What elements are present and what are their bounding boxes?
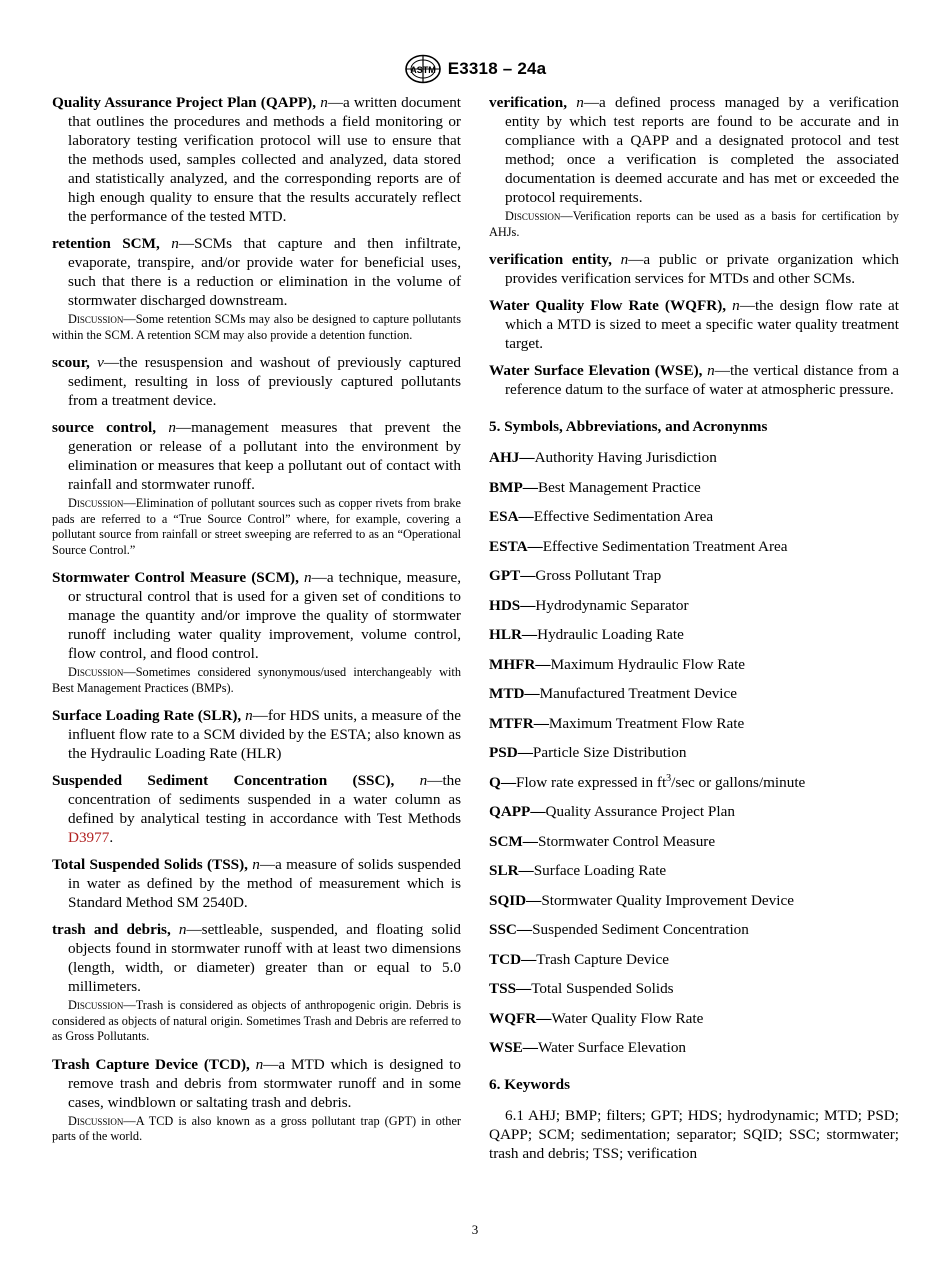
part-of-speech: n [171,235,179,252]
definition-tcd [52,1055,461,1112]
definition-text: —settleable, suspended, and floating solid objects found in stormwater runoff with at least two dimensions (length, width, or diameter) greater than or equal to 5.0 millimeters. [68,921,462,995]
discussion-trash-and-debris [52,998,461,1045]
discussion-text: —Some retention SCMs may also be designed to capture pollutants within the SCM. A retention SCM may also provide a detention function. [52,312,461,342]
discussion-text: —Elimination of pollutant sources such as copper rivets from brake pads are referred to a “True Source Control” where, for example, covering a pollutant source from rainfall or street sweeping are referred to as an “Operational Source Control.” [52,496,461,557]
discussion-text: —Verification reports can be used as a basis for certification by AHJs. [489,209,899,239]
term: Trash Capture Device (TCD), [52,1055,250,1073]
page-number: 3 [471,1222,479,1237]
abbreviation-item: HDS—Hydrodynamic Separator [489,596,689,614]
definition-text: —a public or private organization which provides verification services for MTDs and other SCMs. [505,251,899,287]
part-of-speech: n [419,772,428,789]
abbreviation-item: BMP—Best Management Practice [489,478,701,496]
discussion-verification [489,209,899,240]
part-of-speech: n [732,297,740,314]
term: retention SCM, [52,235,160,252]
part-of-speech: n [245,707,253,724]
definition-text: —a MTD which is designed to remove trash and debris from stormwater runoff and in some cases, windblown or saltating trash and debris. [68,1055,461,1111]
definition-text: —for HDS units, a measure of the influent flow rate to a SCM divided by the ESTA; also known as the Hydraulic Loading Rate (HLR) [68,707,462,762]
keywords-paragraph: 6.1 AHJ; BMP; filters; GPT; HDS; hydrodynamic; MTD; PSD; QAPP; SCM; sedimentation; separator; SQID; SSC; stormwater; trash and debris; TSS; verification [489,1107,899,1162]
discussion-scm [52,665,461,696]
part-of-speech: n [255,1055,264,1073]
abbreviation-item: HLR—Hydraulic Loading Rate [489,626,684,643]
term: Water Quality Flow Rate (WQFR), [489,297,727,314]
discussion-text: —A TCD is also known as a gross pollutant trap (GPT) in other parts of the world. [52,1113,461,1143]
definition-tss [52,855,461,912]
abbreviation-item: ESTA—Effective Sedimentation Treatment Area [489,537,788,555]
abbreviation-item: ESA—Effective Sedimentation Area [489,508,714,525]
definition-text: —the vertical distance from a reference datum to the surface of water at atmospheric pressure. [505,362,899,398]
definition-text: —a defined process managed by a verification entity by which test reports are found to be accurate and in compliance with a QAPP and a designated protocol and test method; once a verification is completed the associated documentation is deemed accurate and has met or exceeded the protocol requirements. [505,94,899,206]
discussion-text: —Trash is considered as objects of anthropogenic origin. Debris is considered as objects of natural origin. Sometimes Trash and Debris are referred to as Gross Pollutants. [52,998,461,1043]
discussion-tcd [52,1114,461,1145]
definition-text: —the resuspension and washout of previously captured sediment, resulting in loss of previously captured pollutants from a treatment device. [68,354,461,409]
part-of-speech: n [707,362,715,379]
part-of-speech: n [168,419,176,436]
term: Stormwater Control Measure (SCM), [52,569,299,586]
discussion-label: Discussion [68,665,124,679]
term: Water Surface Elevation (WSE), [489,362,703,379]
definition-wqfr [489,296,899,353]
definition-text: —management measures that prevent the generation or release of a pollutant into the environment by elimination or measures that keep a pollutant out of contact with rainfall and stormwater runoff. [68,419,462,493]
abbreviation-item: Q—Flow rate expressed in $ft^3/\sec$ or gallons/minute [489,772,806,791]
part-of-speech: n [178,921,187,938]
term: Quality Assurance Project Plan (QAPP), [52,94,317,111]
part-of-speech: n [252,856,260,873]
definition-text: —the design flow rate at which a MTD is sized to meet a specific water quality treatment target. [505,297,900,352]
definition-verification [489,93,899,207]
section-6-heading: 6. Keywords [489,1076,570,1093]
discussion-label: Discussion [68,1113,124,1128]
abbreviation-item: SSC—Suspended Sediment Concentration [489,921,749,938]
astm-logo-icon [404,54,442,84]
discussion-source-control [52,496,461,558]
discussion-label: Discussion [505,209,561,223]
term: trash and debris, [52,921,171,938]
abbreviation-list [489,448,899,1057]
definition-scour [52,353,461,410]
abbreviation-item: GPT—Gross Pollutant Trap [489,567,662,584]
test-method-link[interactable]: D3977 [68,829,110,846]
definition-ssc: Suspended Sediment Concentration (SSC), n—the concentration of sediments suspended in a water column as defined by analytical testing in accordance with Test Methods D3977. [52,772,461,846]
part-of-speech: v [97,354,104,371]
abbreviation-item: TCD—Trash Capture Device [489,950,669,968]
definition-text: —a technique, measure, or structural control that is used for a given set of conditions to manage the quantity and/or improve the quality of stormwater runoff including water quality improvement, volume control, flow control, and flood control. [68,569,462,662]
page-header [0,54,950,84]
abbreviation-item: QAPP—Quality Assurance Project Plan [489,803,735,820]
abbreviation-item: WQFR—Water Quality Flow Rate [489,1009,704,1027]
logo-text: ASTM [409,65,436,75]
abbreviation-item: PSD—Particle Size Distribution [489,744,687,761]
part-of-speech: n [320,94,328,111]
left-column [52,93,461,1155]
definition-slr [52,706,461,763]
abbreviation-item: SLR—Surface Loading Rate [489,862,667,879]
definition-source-control [52,418,461,494]
term: source control, [52,419,157,436]
part-of-speech: n [576,94,584,111]
term: Suspended Sediment Concentration (SSC), [52,772,395,789]
part-of-speech: n [620,251,629,268]
discussion-retention-scm [52,312,461,343]
abbreviation-item: WSE—Water Surface Elevation [489,1039,687,1056]
definition-text: —the concentration of sediments suspended in a water column as defined by analytical testing in accordance with Test Methods [68,772,461,827]
discussion-label: Discussion [68,998,124,1012]
definition-qapp [52,93,461,226]
definition-scm [52,568,461,663]
abbreviation-item: AHJ—Authority Having Jurisdiction [489,449,717,466]
term: verification, [489,94,568,111]
section-5-heading: 5. Symbols, Abbreviations, and Acronynms [489,418,768,435]
part-of-speech: n [304,569,312,586]
discussion-label: Discussion [68,496,124,510]
abbreviation-item: TSS—Total Suspended Solids [489,980,674,997]
definition-text: —SCMs that capture and then infiltrate, evaporate, transpire, and/or provide water for beneficial uses, such that there is a reduction or elimination in the volume of stormwater discharged downstream. [68,235,461,309]
abbreviation-item: SCM—Stormwater Control Measure [489,832,716,850]
term: Total Suspended Solids (TSS), [52,856,248,873]
discussion-text: —Sometimes considered synonymous/used interchangeably with Best Management Practices (BMPs). [52,665,461,695]
term: scour, [52,354,90,371]
definition-verification-entity [489,250,899,288]
discussion-label: Discussion [68,312,124,326]
abbreviation-item: MHFR—Maximum Hydraulic Flow Rate [489,655,746,673]
term: verification entity, [489,251,612,268]
definition-text: —a written document that outlines the procedures and methods a field monitoring or laboratory testing verification protocol will use to ensure that the methods used, samples collected and analyzed, data stored and statistically analyzed, and the corresponding reports are of high enough quality to ensure that the results accurately reflect the performance of the tested MTD. [68,94,462,225]
right-column [489,93,899,1163]
definition-text: —a measure of solids suspended in water as defined by the method of measurement which is Standard Method SM 2540D. [68,856,461,911]
abbreviation-item: SQID—Stormwater Quality Improvement Device [489,891,794,909]
abbreviation-item: MTFR—Maximum Treatment Flow Rate [489,714,745,732]
abbreviation-item: MTD—Manufactured Treatment Device [489,685,737,702]
definition-trash-and-debris [52,920,461,996]
definition-retention-scm [52,234,461,310]
definition-wse [489,361,899,399]
term: Surface Loading Rate (SLR), [52,707,242,724]
document-id: E3318 – 24a [447,59,547,78]
